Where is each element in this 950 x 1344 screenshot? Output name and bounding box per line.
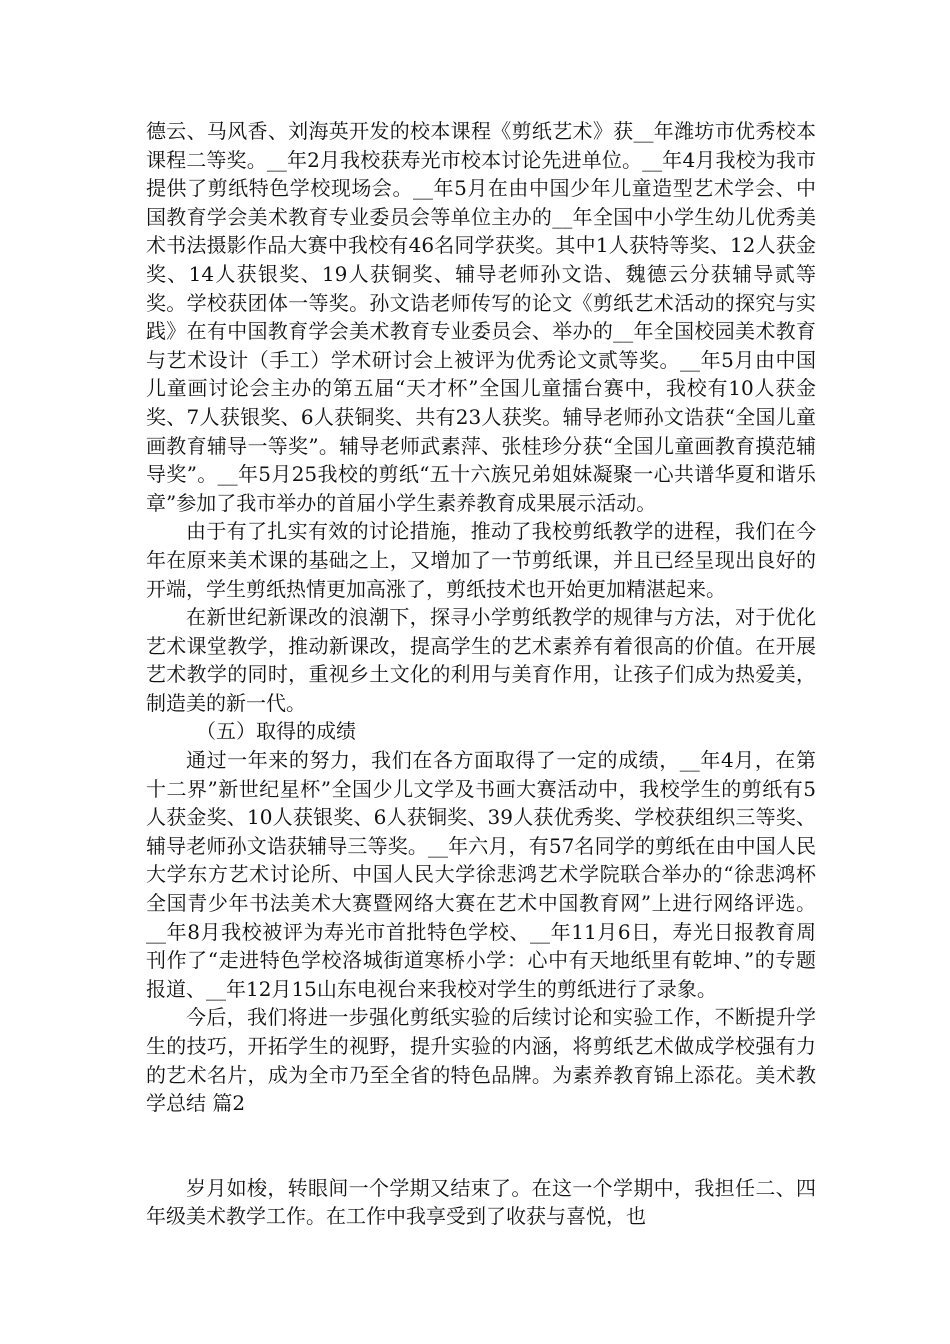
paragraph-curriculum-reform: 在新世纪新课改的浪潮下，探寻小学剪纸教学的规律与方法，对于优化艺术课堂教学，推动新课改，提高学生的艺术素养有着很高的价值。在开展艺术教学的同时，重视乡土文化的利用与美育作用，让孩子们成为热爱美，制造美的新一代。 <box>146 605 816 715</box>
paragraph-achievements: 通过一年来的努力，我们在各方面取得了一定的成绩，__年4月，在第十二界”新世纪星杯”全国少儿文学及书画大赛活动中，我校学生的剪纸有5人获金奖、10人获银奖、6人获铜奖、39人获优秀奖、学校获组织三等奖、辅导老师孙文诰获辅导三等奖。__年六月，有57名同学的剪纸在由中国人民大学东方艺术讨论所、中国人民大学徐悲鸿艺术学院联合举办的“徐悲鸿杯全国青少年书法美术大赛暨网络大赛在艺术中国教育网”上进行网络评选。__年8月我校被评为寿光市首批特色学校、__年11月6日，寿光日报教育周刊作了“走进特色学校洛城街道寒桥小学：心中有天地纸里有乾坤、”的专题报道、__年12月15山东电视台来我校对学生的剪纸进行了录象。 <box>146 748 816 1001</box>
document-body <box>146 117 816 1231</box>
paragraph-future-plans: 今后，我们将进一步强化剪纸实验的后续讨论和实验工作，不断提升学生的技巧，开拓学生的视野，提升实验的内涵，将剪纸艺术做成学校强有力的艺术名片，成为全市乃至全省的特色品牌。为素养教育锦上添花。美术教学总结 篇2 <box>146 1005 816 1116</box>
section-gap <box>146 1118 816 1174</box>
paragraph-teaching-progress: 由于有了扎实有效的讨论措施，推动了我校剪纸教学的进程，我们在今年在原来美术课的基础之上，又增加了一节剪纸课，并且已经呈现出良好的开端，学生剪纸热情更加高涨了，剪纸技术也开始更加精湛起来。 <box>146 519 816 601</box>
section-heading-achievements: （五）取得的成绩 <box>196 719 356 744</box>
paragraph-awards-continued: 德云、马风香、刘海英开发的校本课程《剪纸艺术》获__年潍坊市优秀校本课程二等奖。__年2月我校获寿光市校本讨论先进单位。__年4月我校为我市提供了剪纸特色学校现场会。__年5月在由中国少年儿童造型艺术学会、中国教育学会美术教育专业委员会等单位主办的__年全国中小学生幼儿优秀美术书法摄影作品大赛中我校有46名同学获奖。其中1人获特等奖、12人获金奖、14人获银奖、19人获铜奖、辅导老师孙文诰、魏德云分获辅导贰等奖。学校获团体一等奖。孙文诰老师传写的论文《剪纸艺术活动的探究与实践》在有中国教育学会美术教育专业委员会、举办的__年全国校园美术教育与艺术设计（手工）学术研讨会上被评为优秀论文贰等奖。__年5月由中国儿童画讨论会主办的第五届“天才杯”全国儿童擂台赛中，我校有10人获金奖、7人获银奖、6人获铜奖、共有23人获奖。辅导老师孙文诰获“全国儿童画教育辅导一等奖”。辅导老师武素萍、张桂珍分获“全国儿童画教育摸范辅导奖”。__年5月25我校的剪纸“五十六族兄弟姐妹凝聚一心共谱华夏和谐乐章”参加了我市举办的首届小学生素养教育成果展示活动。 <box>146 119 816 515</box>
paragraph-part-two-intro: 岁月如梭，转眼间一个学期又结束了。在这一个学期中，我担任二、四年级美术教学工作。在工作中我享受到了收获与喜悦，也 <box>146 1175 816 1229</box>
